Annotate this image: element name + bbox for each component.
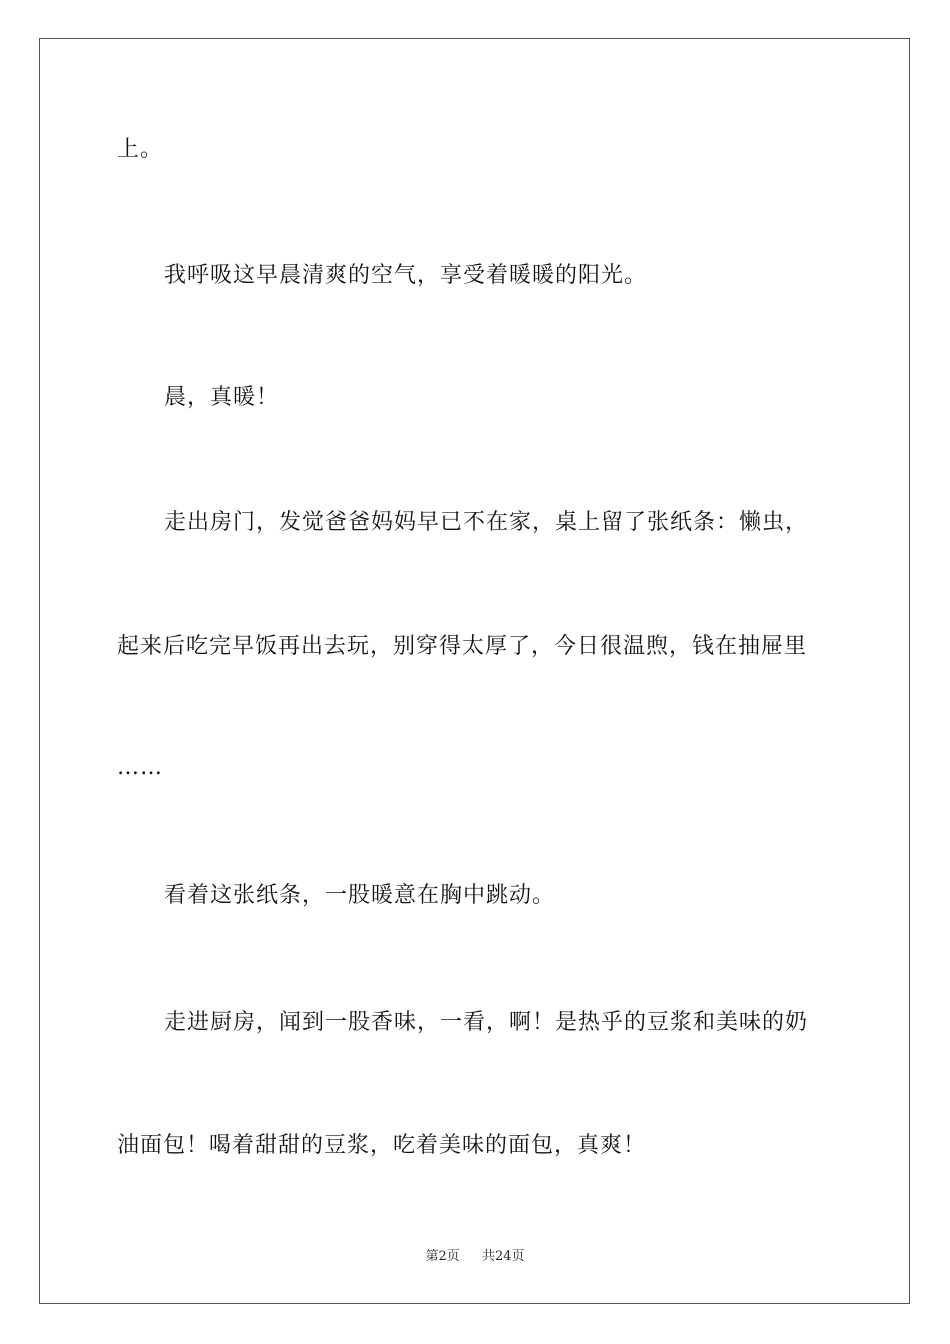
text-line: 走进厨房，闻到一股香味，一看，啊！是热乎的豆浆和美味的奶	[164, 1010, 809, 1035]
text-line: 走出房门，发觉爸爸妈妈早已不在家，桌上留了张纸条：懒虫，	[164, 510, 809, 535]
text-line: 我呼吸这早晨清爽的空气，享受着暖暖的阳光。	[164, 263, 648, 288]
text-line: 看着这张纸条，一股暖意在胸中跳动。	[164, 883, 556, 908]
page-frame	[39, 38, 910, 1304]
text-line: ……	[117, 755, 163, 780]
text-line: 晨，真暖！	[164, 385, 280, 410]
page-number: 第2页	[425, 1249, 460, 1264]
page-total: 共24页	[482, 1249, 525, 1264]
text-line: 起来后吃完早饭再出去玩，别穿得太厚了，今日很温煦，钱在抽屉里	[117, 634, 808, 659]
text-line: 上。	[117, 137, 164, 162]
page-footer	[0, 1248, 950, 1266]
text-line: 油面包！喝着甜甜的豆浆，吃着美味的面包，真爽！	[117, 1133, 647, 1158]
